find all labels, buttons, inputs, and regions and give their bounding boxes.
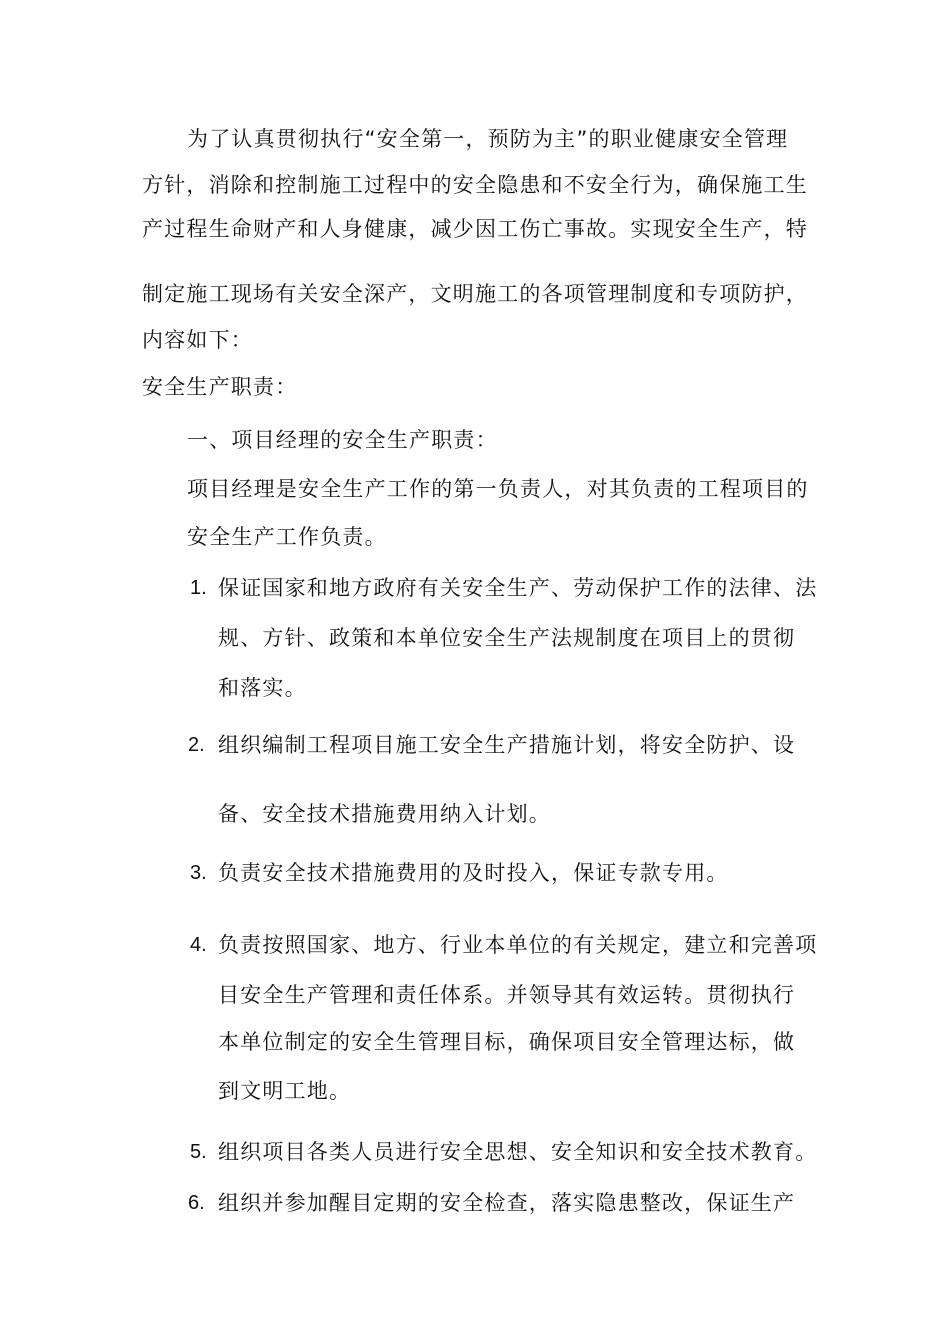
list-item-line: 组织并参加醒目定期的安全检查，落实隐患整改，保证生产 — [218, 1191, 796, 1215]
subsection-lead-line: 项目经理是安全生产工作的第一负责人，对其负责的工程项目的 — [187, 477, 809, 501]
list-item-line: 负责安全技术措施费用的及时投入，保证专款专用。 — [218, 861, 729, 885]
intro-line: 产过程生命财产和人身健康，减少因工伤亡事故。实现安全生产，特 — [142, 217, 808, 241]
list-item-line: 到文明工地。 — [218, 1079, 352, 1103]
subsection-lead-line: 安全生产工作负责。 — [187, 525, 387, 549]
intro-line: 内容如下： — [142, 328, 253, 352]
list-item-line: 组织项目各类人员进行安全思想、安全知识和安全技术教育。 — [218, 1140, 818, 1164]
intro-line: 制定施工现场有关安全深产，文明施工的各项管理制度和专项防护， — [142, 282, 808, 306]
intro-line: 为了认真贯彻执行“安全第一，预防为主”的职业健康安全管理 — [187, 127, 789, 151]
list-item-line: 负责按照国家、地方、行业本单位的有关规定，建立和完善项 — [218, 933, 818, 957]
list-item-line: 和落实。 — [218, 676, 307, 700]
list-item-line: 备、安全技术措施费用纳入计划。 — [218, 802, 551, 826]
intro-line: 方针，消除和控制施工过程中的安全隐患和不安全行为，确保施工生 — [142, 173, 808, 197]
list-item-line: 本单位制定的安全生管理目标，确保项目安全管理达标，做 — [218, 1030, 796, 1054]
section-heading: 安全生产职责： — [142, 375, 298, 399]
list-item-number: 3. — [190, 862, 207, 884]
subsection-heading: 一、项目经理的安全生产职责： — [187, 428, 498, 452]
list-item-number: 1. — [190, 577, 207, 599]
list-item-line: 保证国家和地方政府有关安全生产、劳动保护工作的法律、法 — [218, 576, 818, 600]
list-item-number: 4. — [190, 934, 207, 956]
list-item-number: 5. — [190, 1141, 207, 1163]
list-item-number: 6. — [188, 1192, 205, 1214]
list-item-line: 规、方针、政策和本单位安全生产法规制度在项目上的贯彻 — [218, 626, 796, 650]
list-item-line: 目安全生产管理和责任体系。并领导其有效运转。贯彻执行 — [218, 983, 796, 1007]
list-item-line: 组织编制工程项目施工安全生产措施计划，将安全防护、设 — [218, 733, 796, 757]
list-item-number: 2. — [188, 734, 205, 756]
